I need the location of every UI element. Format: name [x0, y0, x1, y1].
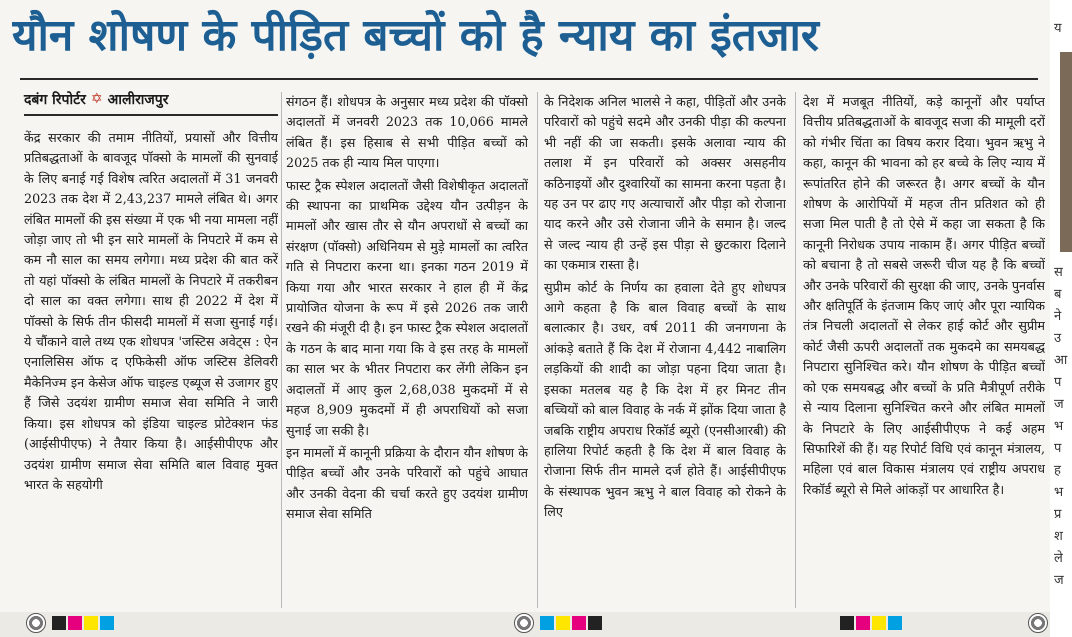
fragment-glyph: आ: [1054, 353, 1068, 368]
fragment-glyph: ज: [1054, 573, 1064, 588]
fragment-glyph: ने: [1054, 309, 1062, 324]
byline-rule: [24, 114, 278, 116]
article-column-2: [286, 92, 528, 612]
column-divider: [281, 92, 282, 608]
fragment-glyph: ले: [1054, 551, 1063, 566]
registration-mark-icon: [514, 613, 534, 633]
paragraph: देश में मजबूत नीतियों, कड़े कानूनों और पर्याप्त वित्तीय प्रतिबद्धताओं के बावजूद सजा की मामूली दरों को गंभीर चिंता का विषय करार दिया। भुवन ऋभु ने कहा, कानून की भावना को हर बच्चे के लिए न्याय में रूपांतरित होने की जरूरत है। अगर बच्चों के यौन शोषण के आरोपियों में महज तीन प्रतिशत को ही सजा मिल पाती है तो ऐसे में कहा जा सकता है कि कानूनी निरोधक उपाय नाकाम हैं। अगर पीड़ित बच्चों को बचाना है तो सबसे जरूरी चीज यह है कि बच्चों और उनके परिवारों की सुरक्षा की जाए, उनके पुनर्वास और क्षतिपूर्ति के इंतजाम किए जाएं और पूरा न्यायिक तंत्र निचली अदालतों से लेकर हाई कोर्ट और सुप्रीम कोर्ट जैसी ऊपरी अदालतों तक मुकदमे का समयबद्ध निपटारा सुनिश्चित करे। यौन शोषण के पीड़ित बच्चों को एक समयबद्ध और बच्चों के प्रति मैत्रीपूर्ण तरीके से न्याय दिलाना सुनिश्चित करने और लंबित मामलों के निपटारे के लिए आईसीपीएफ ने कई अहम सिफारिशें की हैं। यह रिपोर्ट विधि एवं कानून मंत्रालय, महिला एवं बाल विकास मंत्रालय एवं राष्ट्रीय अपराध रिकॉर्ड ब्यूरो से मिले आंकड़ों पर आधारित है।: [803, 94, 1045, 497]
fragment-glyph: श: [1054, 529, 1063, 544]
paragraph: के निदेशक अनिल भालसे ने कहा, पीड़ितों और उनके परिवारों को पहुंचे सदमे और उनकी पीड़ा की कल्पना भी नहीं की जा सकती। इसके अलावा न्याय की तलाश में इन परिवारों को अक्सर असहनीय कठिनाइयों और दुश्वारियों का सामना करना पड़ता है। यह उन पर ढाए गए अत्याचारों और पीड़ा को रोजाना याद करने और उसे रोजाना जीने के समान है। जल्द से जल्द न्याय ही उन्हें इस पीड़ा से छुटकारा दिलाने का एकमात्र रास्ता है।: [544, 94, 786, 273]
fragment-glyph: प्र: [1054, 507, 1062, 522]
color-swatch: [840, 616, 854, 630]
fragment-glyph: भ: [1054, 485, 1064, 500]
fragment-glyph: ह: [1054, 463, 1061, 478]
paragraph: केंद्र सरकार की तमाम नीतियों, प्रयासों और वित्तीय प्रतिबद्धताओं के बावजूद पॉक्सो के मामलों की सुनवाई के लिए बनाई गई विशेष त्वरित अदालतों में 31 जनवरी 2023 तक देश में 2,43,237 मामले लंबित थे। अगर लंबित मामलों की इस संख्या में एक भी नया मामला नहीं जोड़ा जाए तो भी इन सारे मामलों के निपटारे में कम से कम नौ साल का समय लगेगा। मध्य प्रदेश की बात करें तो यहां पॉक्सो के लंबित मामलों के निपटारे में तकरीबन दो साल का वक्त लगेगा। साथ ही 2022 में देश में पॉक्सो के सिर्फ तीन फीसदी मामलों में सजा सुनाई गई। ये चौंकाने वाले तथ्य एक शोधपत्र 'जस्टिस अवेट्स : ऐन एनालिसिस ऑफ द एफिकेसी ऑफ जस्टिस डेलिवरी मैकेनिज्म इन केसेज ऑफ चाइल्ड एब्यूज से उजागर हुए हैं जिसे उदयंश ग्रामीण समाज सेवा समिति ने जारी किया। इस शोधपत्र को इंडिया चाइल्ड प्रोटेक्शन फंड (आईसीपीएफ) ने तैयार किया है। आईसीपीएफ और उदयंश ग्रामीण समाज सेवा समिति बाल विवाह मुक्त भारत के सहयोगी: [24, 130, 278, 492]
color-swatch: [84, 616, 98, 630]
article-column-4: [803, 92, 1045, 612]
color-swatch: [888, 616, 902, 630]
star-icon: ✡: [90, 91, 103, 107]
color-swatch: [856, 616, 870, 630]
column-divider: [537, 92, 538, 608]
color-swatch: [588, 616, 602, 630]
color-swatch: [872, 616, 886, 630]
fragment-glyph: य: [1054, 21, 1062, 36]
color-swatch: [100, 616, 114, 630]
article-column-1: [24, 128, 278, 614]
byline: [24, 86, 278, 112]
registration-mark-icon: [1028, 613, 1048, 633]
color-swatch: [556, 616, 570, 630]
registration-mark-icon: [26, 613, 46, 633]
fragment-glyph: स: [1054, 265, 1063, 280]
column-divider: [795, 92, 796, 608]
color-swatch: [572, 616, 586, 630]
color-swatch: [52, 616, 66, 630]
adjacent-photo: [1060, 52, 1072, 252]
paragraph: इन मामलों में कानूनी प्रक्रिया के दौरान यौन शोषण के पीड़ित बच्चों और उनके परिवारों को पहुंचे आघात और उनकी वेदना की चर्चा करते हुए उदयंश ग्रामीण समाज सेवा समिति: [286, 444, 528, 522]
fragment-glyph: ब: [1054, 287, 1062, 302]
article-column-3: [544, 92, 786, 612]
headline-rule: [20, 78, 1038, 80]
reporter-name: दबंग रिपोर्टर: [24, 91, 86, 108]
color-swatch: [68, 616, 82, 630]
dateline-place: आलीराजपुर: [107, 91, 169, 108]
paragraph: सुप्रीम कोर्ट के निर्णय का हवाला देते हुए शोधपत्र आगे कहता है कि बाल विवाह बच्चों के साथ बलात्कार है। उधर, वर्ष 2011 की जनगणना के आंकड़े बताते हैं कि देश में रोजाना 4,442 नाबालिग लड़कियों की शादी का जोड़ा पहना दिया जाता है। इसका मतलब यह है कि देश में हर मिनट तीन बच्चियों को बाल विवाह के नर्क में झोंक दिया जाता है जबकि राष्ट्रीय अपराध रिकॉर्ड ब्यूरो (एनसीआरबी) की हालिया रिपोर्ट कहती है कि देश में बाल विवाह के रोजाना सिर्फ तीन मामले दर्ज होते हैं। आईसीपीएफ के संस्थापक भुवन ऋभु ने बाल विवाह को रोकने के लिए: [544, 279, 786, 520]
headline: यौन शोषण के पीड़ित बच्चों को है न्याय का इंतजार: [12, 10, 819, 61]
fragment-glyph: प: [1054, 375, 1062, 390]
fragment-glyph: ज: [1054, 397, 1064, 412]
fragment-glyph: उ: [1054, 331, 1062, 346]
paragraph: संगठन हैं। शोधपत्र के अनुसार मध्य प्रदेश की पॉक्सो अदालतों में जनवरी 2023 तक 10,066 मामले लंबित हैं। इस हिसाब से सभी पीड़ित बच्चों को 2025 तक ही न्याय मिल पाएगा।: [286, 94, 528, 171]
adjacent-article-fragment: [1050, 0, 1072, 637]
color-swatch: [540, 616, 554, 630]
fragment-glyph: प: [1054, 441, 1062, 456]
fragment-glyph: भ: [1054, 419, 1064, 434]
paragraph: फास्ट ट्रैक स्पेशल अदालतों जैसी विशेषीकृत अदालतों की स्थापना का प्राथमिक उद्देश्य यौन उत्पीड़न के मामलों और खास तौर से यौन अपराधों से बच्चों का संरक्षण (पॉक्सो) अधिनियम से मुड़े मामलों का त्वरित गति से निपटारा करना था। इनका गठन 2019 में किया गया और भारत सरकार ने हाल ही में केंद्र प्रायोजित योजना के रूप में इसे 2026 तक जारी रखने की मंजूरी दी है। इन फास्ट ट्रैक स्पेशल अदालतों के गठन के बाद माना गया कि वे इस तरह के मामलों का साल भर के भीतर निपटारा कर लेंगी लेकिन इन अदालतों में आए कुल 2,68,038 मुकदमों में से महज 8,909 मुकदमों में ही अपराधियों को सजा सुनाई जा सकी है।: [286, 177, 528, 438]
